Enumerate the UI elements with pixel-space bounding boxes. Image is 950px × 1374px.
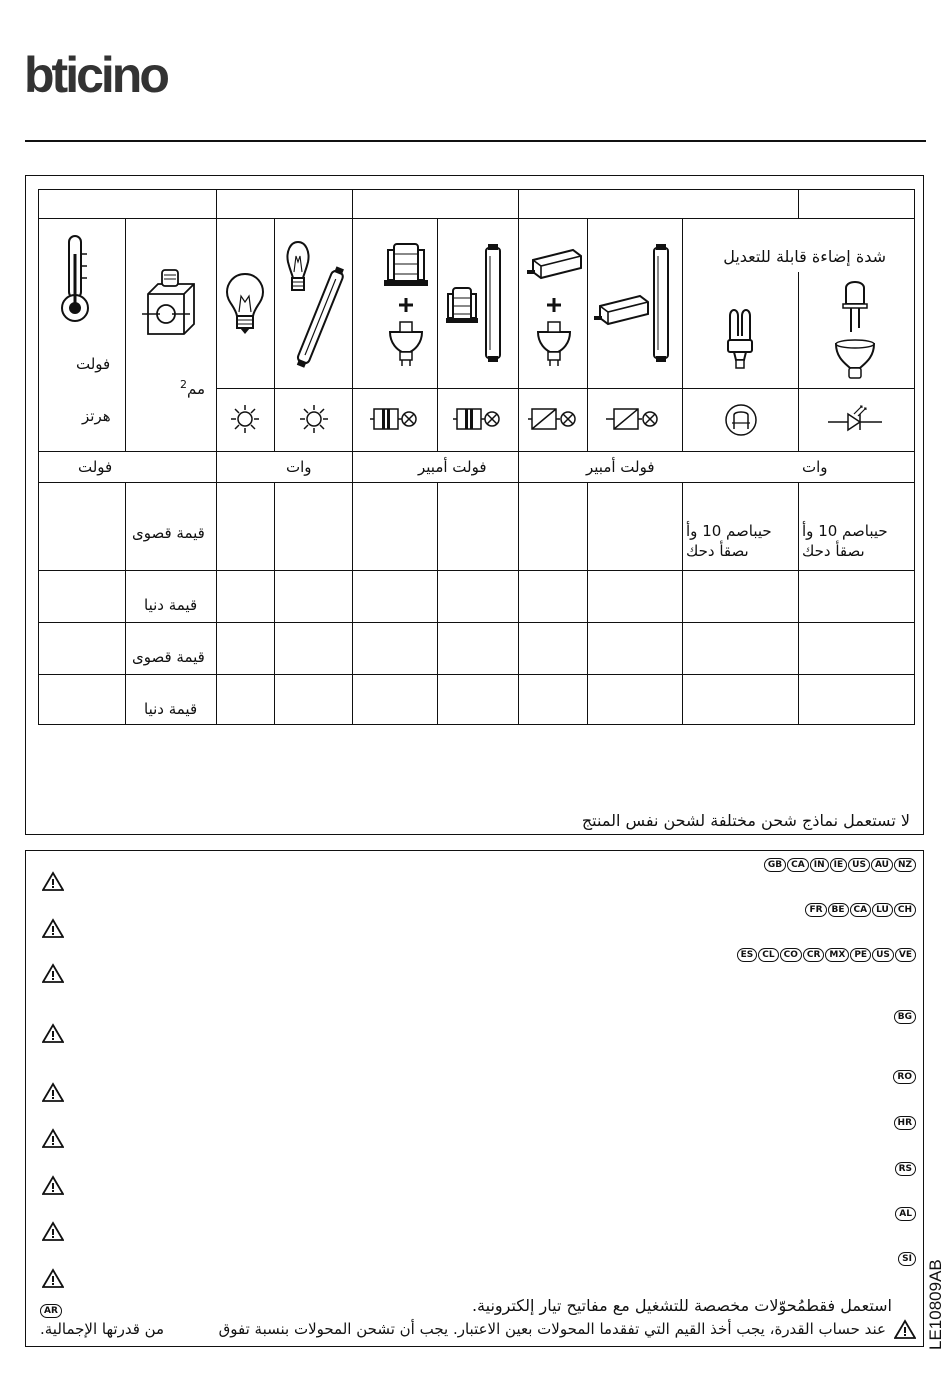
volt-label: فولت (76, 355, 111, 373)
warning-icon (42, 1175, 64, 1195)
cfl-lamp-icon (724, 306, 756, 370)
ferromagnetic-transformer-tube-icon (444, 244, 508, 362)
led-symbol-icon (828, 404, 884, 434)
country-codes-group-1 (764, 858, 916, 872)
country-code: GB (764, 858, 786, 872)
incandescent-bulb-icon (225, 272, 265, 336)
country-code: ES (737, 948, 758, 962)
mm2-label (180, 376, 205, 398)
country-codes-group-4 (894, 1010, 916, 1024)
warning-icon (42, 1128, 64, 1148)
country-code: AL (895, 1207, 916, 1221)
country-code: US (848, 858, 870, 872)
ferromagnetic-transformer-dichroic-icon (382, 242, 430, 368)
terminal-cable-icon (140, 266, 200, 342)
document-code: LE10809AB (926, 1259, 945, 1350)
thermometer-icon (58, 234, 92, 326)
country-code: PE (850, 948, 871, 962)
country-code-ar: AR (40, 1304, 62, 1318)
country-codes-group-5 (893, 1070, 916, 1084)
warning-icon (42, 1221, 64, 1241)
country-code: CR (803, 948, 825, 962)
ferromagnetic-tube-symbol-icon (453, 406, 503, 432)
electronic-transformer-tube-icon (594, 244, 674, 362)
country-codes-group-8 (895, 1207, 916, 1221)
electronic-symbol-icon (528, 406, 580, 432)
country-code: BG (894, 1010, 916, 1024)
max-lamps-led-line2: ىصقأ دحك (802, 542, 865, 560)
unit-row-volt: فولت (78, 458, 113, 476)
electronic-transformer-dichroic-icon (527, 246, 583, 368)
country-code: FR (805, 903, 826, 917)
ar-warning-line2-end: من قدرتها الإجمالية. (40, 1320, 165, 1338)
country-codes-group-2 (805, 903, 916, 917)
max-lamps-cfl-line1: حيباصم 10 وأ (686, 522, 772, 540)
country-code: SI (898, 1252, 916, 1266)
ferromagnetic-symbol-icon (370, 406, 420, 432)
country-code: LU (872, 903, 893, 917)
country-codes-group-7 (895, 1162, 916, 1176)
country-code: IE (830, 858, 848, 872)
cfl-symbol-icon (724, 403, 758, 437)
country-code: CO (780, 948, 802, 962)
warning-icon (42, 871, 64, 891)
warning-icon (42, 963, 64, 983)
ar-warning-line1: استعمل فقطمُحوّلات مخصصة للتشغيل مع مفاتيح تيار إلكترونية. (471, 1296, 892, 1315)
country-codes-group-9 (898, 1252, 916, 1266)
unit-row-va-2: فولت أمبير (586, 458, 655, 476)
electronic-tube-symbol-icon (606, 406, 662, 432)
min-label-2: قيمة دنيا (144, 700, 198, 718)
country-codes-group-3 (737, 948, 916, 962)
warnings-box (25, 850, 924, 1347)
lamp-symbol-icon (230, 404, 260, 434)
country-code: IN (810, 858, 829, 872)
halogen-symbol-icon (299, 404, 329, 434)
mm2-text: مم (187, 380, 206, 398)
country-code: NZ (894, 858, 916, 872)
dimmable-header: شدة إضاءة قابلة للتعديل (723, 247, 886, 266)
halogen-bulb-icon (280, 240, 346, 368)
max-lamps-led-line1: حيباصم 10 وأ (802, 522, 888, 540)
warning-icon (42, 1082, 64, 1102)
warning-icon (42, 918, 64, 938)
warning-icon (42, 1268, 64, 1288)
country-code: CA (787, 858, 809, 872)
brand-logo: bticino (24, 47, 167, 103)
country-code: AU (871, 858, 893, 872)
min-label-1: قيمة دنيا (144, 596, 198, 614)
country-code: BE (828, 903, 849, 917)
country-code: US (872, 948, 894, 962)
country-code: CA (850, 903, 872, 917)
unit-row-watt-2: وات (802, 458, 828, 476)
max-label-1: قيمة قصوى (132, 524, 205, 542)
country-code: RS (895, 1162, 916, 1176)
country-code: VE (895, 948, 916, 962)
mm2-sup: 2 (180, 378, 187, 391)
max-lamps-cfl-line2: ىصقأ دحك (686, 542, 749, 560)
led-lamp-icon (832, 276, 878, 386)
warning-icon (894, 1319, 916, 1339)
country-code: MX (825, 948, 849, 962)
country-code: RO (893, 1070, 916, 1084)
country-code: CH (894, 903, 916, 917)
warning-icon (42, 1023, 64, 1043)
unit-row-watt-1: وات (286, 458, 312, 476)
country-code: HR (894, 1116, 916, 1130)
ar-warning-line2: عند حساب القدرة، يجب أخذ القيم التي تفقدما المحولات بعين الاعتبار. يجب أن تشحن المحولات بنسبة تفوق (218, 1320, 886, 1338)
max-label-2: قيمة قصوى (132, 648, 205, 666)
country-codes-group-6 (894, 1116, 916, 1130)
unit-row-va-1: فولت أمبير (418, 458, 487, 476)
load-type-note: لا تستعمل نماذج شحن مختلفة لشحن نفس المنتج (581, 811, 910, 830)
country-code: CL (758, 948, 778, 962)
hertz-label: هرتز (82, 407, 111, 425)
